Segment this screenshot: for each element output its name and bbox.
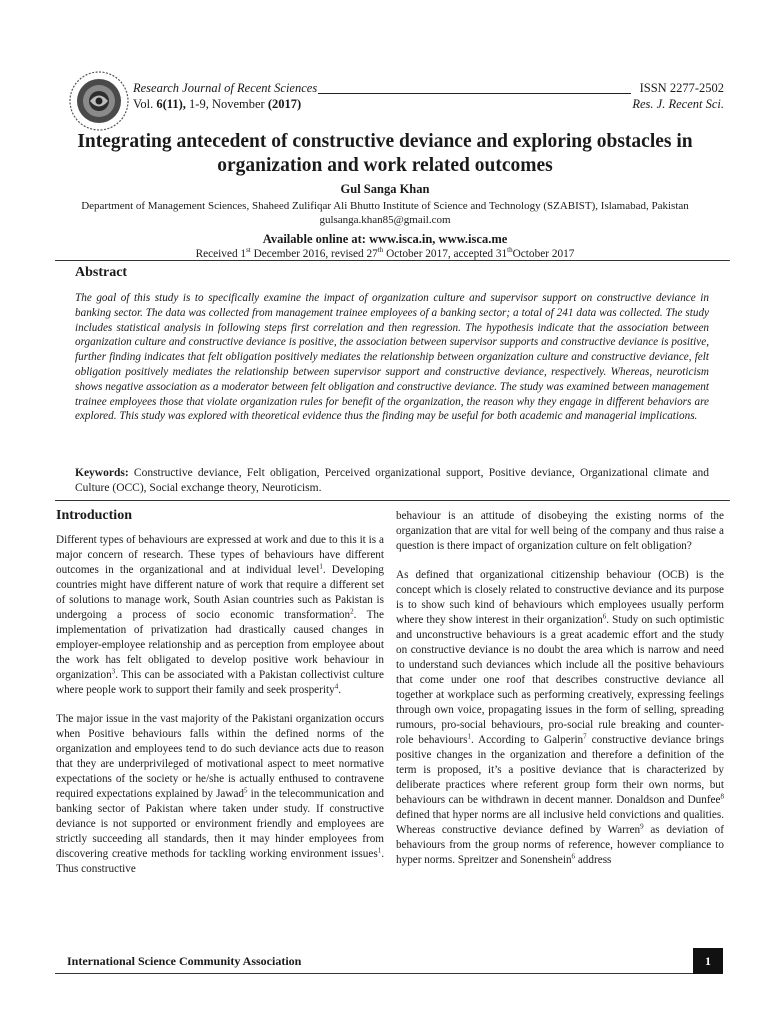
right-paragraph-2: As defined that organizational citizenship behaviour (OCB) is the concept which is closely related to constructive deviance and its purpose is to show such kind of behaviours which employees usually perform where they show interest in their organization$^6$. Study on such optimistic and unconstructive behaviours is a great academic effort and the study on constructive deviance is no doubt the area which is narrow and need to understand such deviances which include all the positive behaviours that come under one roof that describes constructive deviance all together at workplace such as performing creatively, expressing feelings through own voice, propagating issues in the form of selling, spreading rumours, pro-social behaviours, pro-social rule breaking and counter-role behaviours$^1$. According to Galperin$^7$ constructive deviance brings positive changes in the organization and therefore a definition of the term is proposed, it’s a positive deviance that is characterized by deliberate practices where referent group form their own norms, but behaviours can be withdrawn in decent manner. Donaldson and Dunfee$^8$ defined that hyper norms are all inclusive held convictions and qualities. Whereas constructive deviance defined by Warren$^9$ as deviation of behaviours from the group norms of reference, however compliance to hyper norms. Spreitzer and Sonenshein$^6$ address [396,569,725,866]
issn: ISSN 2277-2502 [639,81,724,95]
intro-paragraph-1: Different types of behaviours are expressed at work and due to this it is a major concern of research. These types of behaviours have different outcomes in the organizational and at individual level$^1$. Developing countries might have different nature of work that require a different set of solutions to manage work, South Asian countries such as Pakistan is undergoing a process of socio economic transformation$^2$. The implementation of privatization had drastically caused changes in employer-employee relationship and as perception from employee about the work has felt obligated to develop positive work behaviour in organization$^3$. This can be associated with a Pakistan collectivist culture where people work to support their family and seek prosperity$^4$. [56,534,384,696]
journal-issn-block [632,80,724,112]
header-rule [318,93,631,94]
abstract-text: The goal of this study is to specifically examine the impact of organization culture and supervisor support on constructive deviance in banking sector. The data was collected from management trainee employees of a banking sector; a total of 241 data was collected. The study includes statistical analysis in following steps first correlation and then regression. The hypothesis indicate that the association between organization culture and constructive deviance is positive, the association between supervisor supports and constructive deviance is positive, further finding indicates that felt obligation positively mediates the relationship between organization culture and constructive deviance, felt obligation positively mediates the relationship between supervisor support and constructive deviance, respectively. Whereas, neuroticism shows negative association as a moderator between felt obligation and constructive deviance. The study was examined between management trainee employees those that violate organization rules for benefit of the organization, the reason why they engage in different behaviors are explored. This study was explored with theoretical evidence thus the finding may be useful for both academic and managerial implications. [75,292,709,423]
right-column [396,509,724,882]
footer-organization: International Science Community Association [67,954,302,968]
available-online: Available online at: www.isca.in, www.isca.me [262,232,508,246]
keywords-list: Constructive deviance, Felt obligation, Perceived organizational support, Positive deviance, Organizational climate and Culture (OCC), Social exchange theory, Neuroticism. [75,467,709,494]
journal-name: Research Journal of Recent Sciences [133,81,318,95]
left-column [56,508,384,891]
page-footer [55,948,723,974]
rule-below-keywords [55,500,730,501]
journal-logo-icon [68,70,130,132]
received-dates: Received 1st December 2016, revised 27th October 2017, accepted 31thOctober 2017 [195,246,575,260]
keywords [75,466,709,496]
journal-header [68,70,728,120]
journal-abbrev: Res. J. Recent Sci. [632,97,724,111]
author-email: gulsanga.khan85@gmail.com [319,214,451,226]
right-paragraph-1: behaviour is an attitude of disobeying the existing norms of the organization that are vital for well being of the company and thus raise a question is there impact of organization culture on felt obligation? [396,510,724,552]
page-number: 1 [693,948,723,974]
author-affiliation [0,199,770,227]
keywords-label: Keywords: [75,467,129,479]
journal-citation [133,80,317,112]
intro-paragraph-2: The major issue in the vast majority of the Pakistani organization occurs when Positive behaviours falls within the defined norms of the organization and employees tend to do such deviance acts due to reason that they are underprivileged of motivational aspect to meet normative expectations of the society or he/she is actually enthused to contravene required expectations explained by Jawad$^5$ in the telecommunication and banking sector of Pakistan where taken under study. If constructive deviance is not supported or environment friendly and employees are strictly succeeding all standards, then it may hinder employees from discovering creative methods for tackling working environment issues$^1$. Thus constructive [56,713,384,875]
volume-line: Vol. 6(11), 1-9, November (2017) [133,97,302,111]
abstract-heading: Abstract [75,265,128,280]
introduction-heading: Introduction [56,508,132,523]
footer-rule [55,973,693,974]
paper-title: Integrating antecedent of constructive deviance and exploring obstacles in organization and work related outcomes [77,131,693,176]
author-name: Gul Sanga Khan [340,182,430,196]
affiliation-text: Department of Management Sciences, Shaheed Zulifiqar Ali Bhutto Institute of Science and Technology (SZABIST), Islamabad, Pakistan [81,200,689,212]
rule-above-abstract [55,260,730,261]
